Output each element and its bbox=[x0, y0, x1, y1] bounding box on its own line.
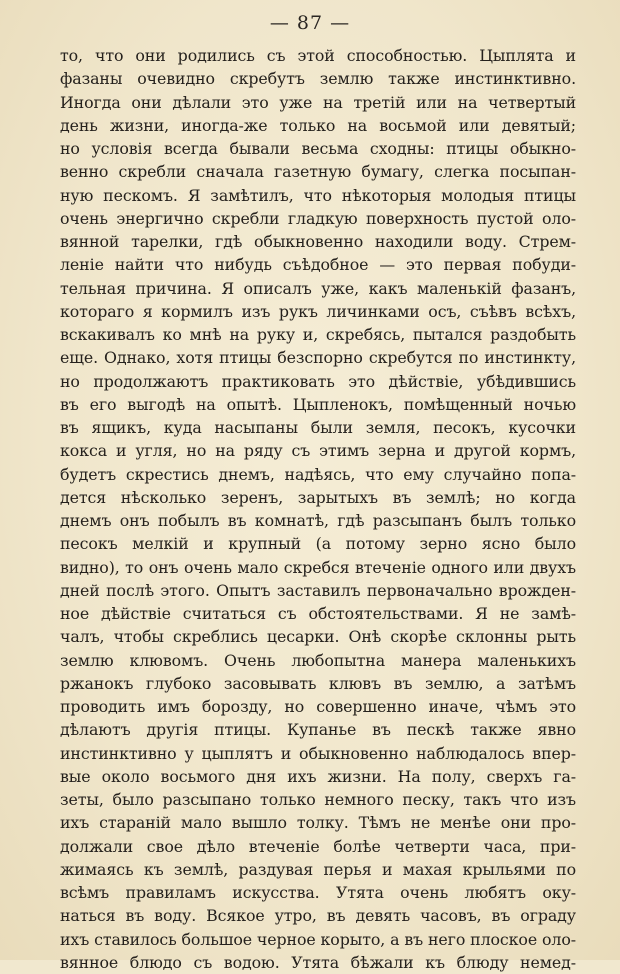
text-line: дется нѣсколько зеренъ, зарытыхъ въ землѣ; но когда bbox=[60, 487, 576, 507]
text-line: Иногда они дѣлали это уже на третій или на четвертый bbox=[60, 92, 576, 112]
page-number: — 87 — bbox=[269, 12, 351, 34]
text-line: инстинктивно у цыплятъ и обыкновенно наблюдалось впер- bbox=[60, 743, 576, 763]
text-line: ное дѣйствіе считаться съ обстоятельствами. Я не замѣ- bbox=[60, 604, 576, 623]
text-line: зеты, было разсыпано только немного песку, такъ что изъ bbox=[60, 790, 576, 809]
text-line: дѣлаютъ другія птицы. Купанье въ пескѣ также явно bbox=[60, 720, 576, 740]
text-line: песокъ мелкій и крупный (а потому зерно ясно было bbox=[60, 534, 576, 554]
text-line: днемъ онъ побылъ въ комнатѣ, гдѣ разсыпанъ былъ только bbox=[60, 511, 576, 530]
text-line: въ ящикъ, куда насыпаны были земля, песокъ, кусочки bbox=[60, 418, 576, 437]
text-line: котораго я кормилъ изъ рукъ личинками осъ, съѣвъ всѣхъ, bbox=[60, 301, 576, 321]
text-line: видно), то онъ очень мало скребся втеченіе одного или двухъ bbox=[60, 557, 576, 577]
text-line: то, что они родились съ этой способностью. Цыплята и bbox=[60, 46, 576, 65]
text-line: ную пескомъ. Я замѣтилъ, что нѣкоторыя молодыя птицы bbox=[60, 185, 576, 205]
text-line: леніе найти что нибудь съѣдобное — это первая побуди- bbox=[60, 255, 576, 275]
text-line: день жизни, иногда-же только на восьмой или девятый; bbox=[60, 115, 576, 135]
body-text bbox=[60, 44, 576, 974]
text-line: ржанокъ глубоко засовывать клювъ въ землю, а затѣмъ bbox=[60, 673, 576, 693]
text-line: еще. Однако, хотя птицы безспорно скребутся по инстинкту, bbox=[60, 348, 576, 368]
text-line: проводить имъ борозду, но совершенно иначе, чѣмъ это bbox=[60, 697, 576, 716]
text-line: будетъ скрестись днемъ, надѣясь, что ему случайно попа- bbox=[60, 464, 576, 484]
text-line: вскакивалъ ко мнѣ на руку и, скребясь, пытался раздобыть bbox=[60, 325, 576, 344]
text-line: ихъ ставилось большое черное корыто, а въ него плоское оло- bbox=[60, 929, 576, 949]
text-line: фазаны очевидно скребутъ землю также инстинктивно. bbox=[60, 69, 576, 89]
text-line: въ его выгодѣ на опытѣ. Цыпленокъ, помѣщенный ночью bbox=[60, 394, 576, 414]
text-line: но условія всегда бывали весьма сходны: птицы обыкно- bbox=[60, 139, 576, 158]
text-line: всѣмъ правиламъ искусства. Утята очень любятъ оку- bbox=[60, 883, 576, 902]
text-line: но продолжаютъ практиковать это дѣйствіе, убѣдившись bbox=[60, 371, 576, 391]
text-line: должали свое дѣло втеченіе болѣе четверти часа, при- bbox=[60, 836, 576, 856]
text-line: венно скребли сначала газетную бумагу, слегка посыпан- bbox=[60, 162, 576, 182]
text-line: вянное блюдо съ водою. Утята бѣжали къ блюду немед- bbox=[60, 952, 576, 972]
text-line: тельная причина. Я описалъ уже, какъ маленькій фазанъ, bbox=[60, 278, 576, 298]
text-line: наться въ воду. Всякое утро, въ девять часовъ, въ ограду bbox=[60, 906, 576, 926]
text-line: чалъ, чтобы скреблись цесарки. Онѣ скорѣе склонны рыть bbox=[60, 627, 576, 647]
text-line: жимаясь къ землѣ, раздувая перья и махая крыльями по bbox=[60, 859, 576, 879]
text-line: вянной тарелки, гдѣ обыкновенно находили воду. Стрем- bbox=[60, 232, 576, 251]
text-line: дней послѣ этого. Опытъ заставилъ первоначально врожден- bbox=[60, 580, 576, 600]
text-line: землю клювомъ. Очень любопытна манера маленькихъ bbox=[60, 650, 576, 670]
text-line: вые около восьмого дня ихъ жизни. На полу, сверхъ га- bbox=[60, 766, 576, 786]
text-line: ихъ стараній мало вышло толку. Тѣмъ не менѣе они про- bbox=[60, 813, 576, 833]
text-line: очень энергично скребли гладкую поверхность пустой оло- bbox=[60, 208, 576, 228]
text-line: кокса и угля, но на ряду съ этимъ зерна и другой кормъ, bbox=[60, 441, 576, 461]
